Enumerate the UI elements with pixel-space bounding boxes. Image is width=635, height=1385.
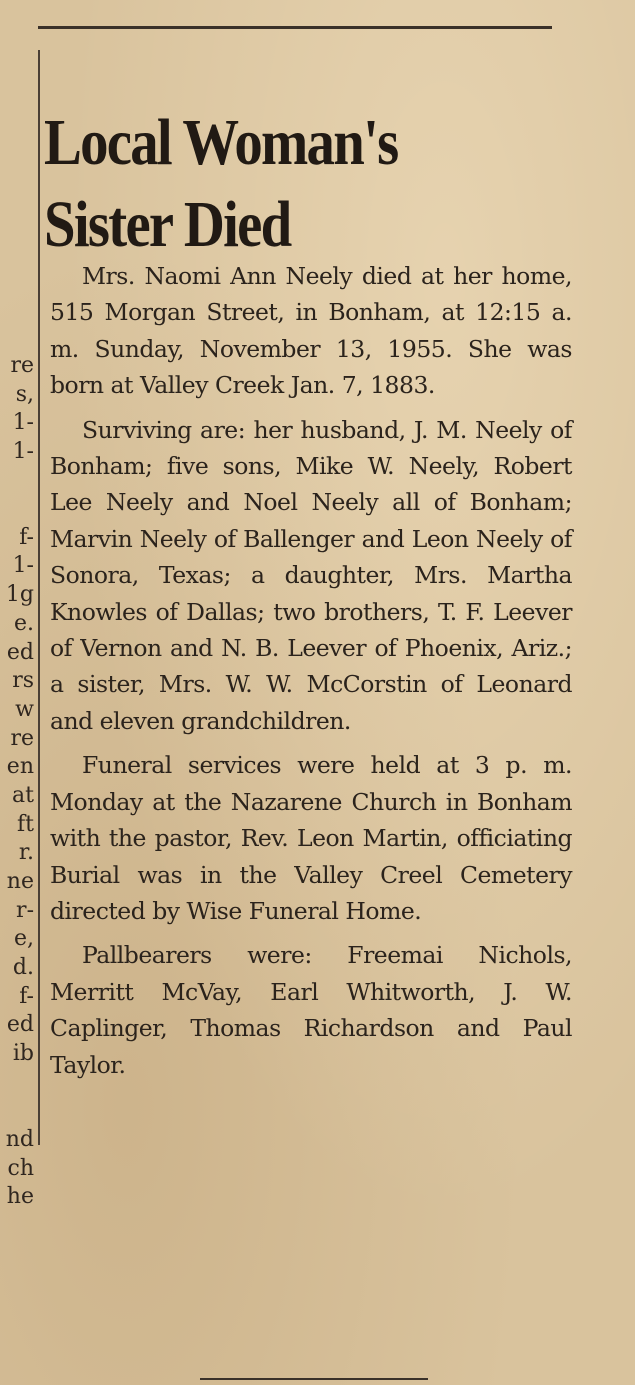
column-rule: [38, 50, 40, 1145]
fragment: 1-: [12, 439, 34, 465]
fragment: ed: [6, 639, 34, 665]
fragment: 1-: [12, 553, 34, 579]
fragment: ed: [6, 1012, 34, 1038]
fragment: at: [12, 782, 34, 808]
fragment: rs: [12, 668, 34, 694]
fragment: 1-: [12, 410, 34, 436]
paragraph-survivors: Surviving are: her husband, J. M. Neely of Bonham; five sons, Mike W. Neely, Robert Lee Neely and Noel Neely all of Bonham; Marvin Neely of Ballenger and Leon Neely of Sonora, Texas; a daughter, Mrs. Martha Knowles of Dallas; two brothers, T. F. Leever of Vernon and N. B. Leever of Phoenix, Ariz.; a sister, Mrs. W. W. McCorstin of Leonard and eleven grandchildren.: [50, 415, 572, 735]
fragment: ib: [12, 1041, 34, 1067]
fragment: s,: [15, 381, 34, 407]
fragment: ft: [17, 811, 34, 837]
fragment: 1g: [5, 582, 34, 608]
fragment: f-: [19, 983, 34, 1009]
paragraph-death-notice: Mrs. Naomi Ann Neely died at her home, 515 Morgan Street, in Bonham, at 12:15 a. m. Sunday, November 13, 1955. She was born at Valley Creek Jan. 7, 1883.: [50, 262, 572, 400]
fragment: e,: [13, 926, 34, 952]
fragment: d.: [12, 955, 34, 981]
fragment: ne: [6, 869, 34, 894]
fragment: r.: [18, 840, 34, 866]
fragment: he: [6, 1184, 34, 1210]
bottom-rule: [200, 1378, 428, 1380]
adjacent-column: [0, 352, 34, 1212]
fragment: e.: [13, 610, 34, 636]
top-rule: [38, 26, 552, 29]
paragraph-pallbearers: Pallbearers were: Freemai Nichols, Merritt McVay, Earl Whitworth, J. W. Caplinger, Thomas Richardson and Paul Taylor.: [50, 941, 572, 1079]
fragment: ch: [7, 1155, 34, 1181]
fragment: w: [15, 696, 34, 722]
article-headline: Local Woman's Sister Died: [44, 106, 398, 262]
column-gap: [0, 1069, 34, 1126]
column-gap: [0, 467, 34, 524]
fragment: re: [10, 725, 34, 751]
paragraph-funeral: Funeral services were held at 3 p. m. Monday at the Nazarene Church in Bonham with the pastor, Rev. Leon Martin, officiating Burial was in the Valley Creel Cemetery directed by Wise Funeral Home.: [50, 751, 572, 925]
fragment: r-: [16, 897, 34, 923]
article-body: [50, 258, 572, 1091]
fragment: f-: [19, 524, 34, 550]
fragment: re: [10, 353, 34, 378]
fragment: en: [6, 754, 34, 780]
fragment: nd: [5, 1126, 34, 1152]
